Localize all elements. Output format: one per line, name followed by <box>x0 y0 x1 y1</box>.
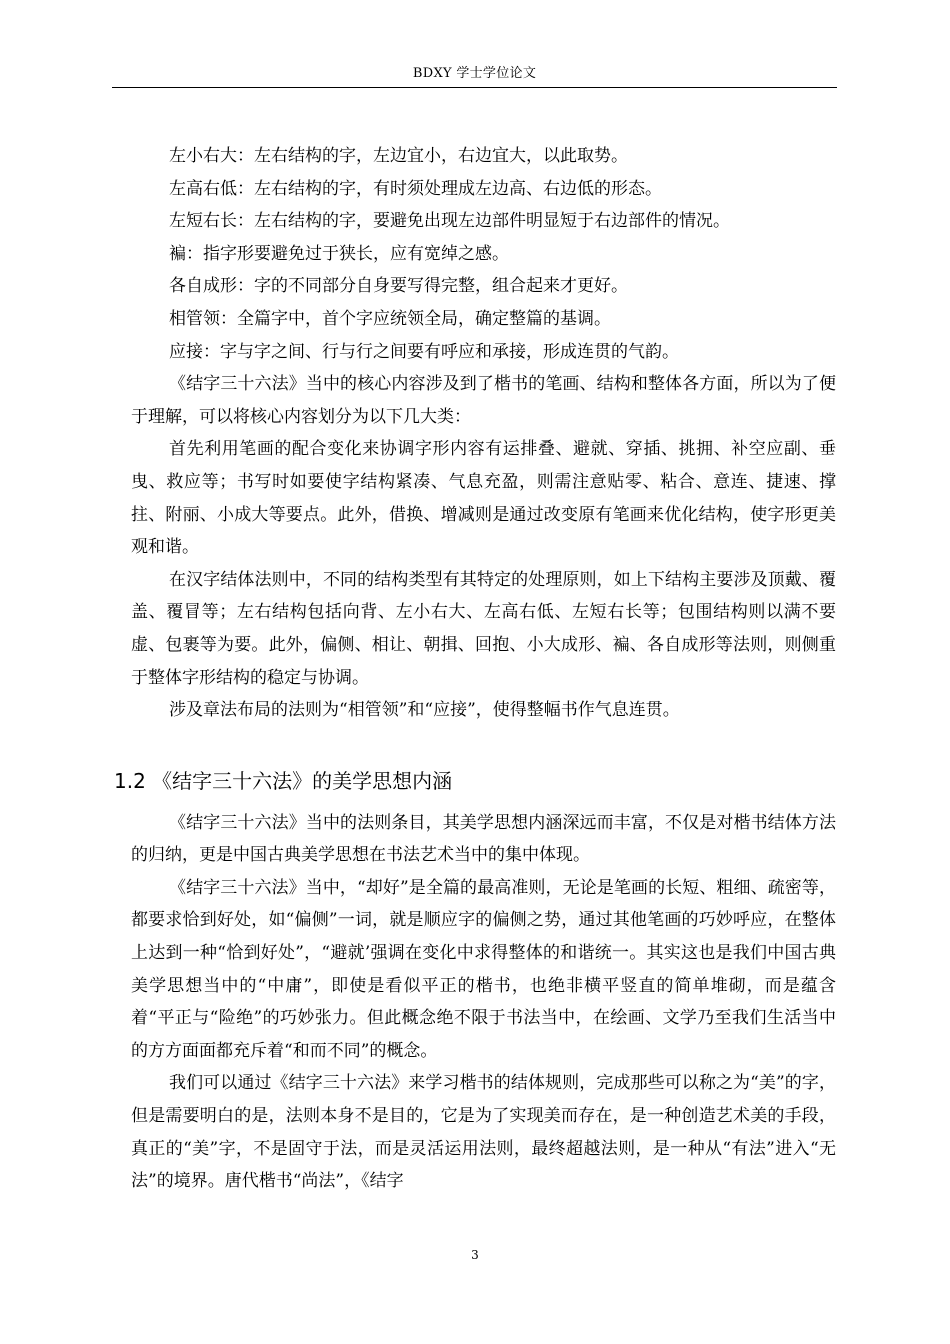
body-paragraph: 在汉字结体法则中，不同的结构类型有其特定的处理原则，如上下结构主要涉及顶戴、覆盖、覆冒等；左右结构包括向背、左小右大、左高右低、左短右长等；包围结构则以满不要虚、包裹等为要。此外，偏侧、相让、朝揖、回抱、小大成形、褊、各自成形等法则，则侧重于整体字形结构的稳定与协调。 <box>131 569 836 688</box>
body-paragraph: 《结字三十六法》当中的核心内容涉及到了楷书的笔画、结构和整体各方面，所以为了便于理解，可以将核心内容划分为以下几大类： <box>131 374 836 427</box>
definition-ge-zi-cheng-xing: 各自成形：字的不同部分自身要写得完整，组合起来才更好。 <box>169 276 628 297</box>
definition-bian: 褊：指字形要避免过于狭长，应有宽绰之感。 <box>169 243 509 264</box>
page-number: 3 <box>471 1248 479 1262</box>
body-paragraph: 涉及章法布局的法则为“相管领”和“应接”，使得整幅书作气息连贯。 <box>169 700 680 721</box>
page-body <box>114 140 836 1198</box>
running-header: BDXY 学士学位论文 <box>412 66 537 81</box>
definition-zuo-xiao-you-da: 左小右大：左右结构的字，左边宜小，右边宜大，以此取势。 <box>169 146 628 166</box>
header-rule <box>112 87 837 88</box>
section-heading: 1.2 《结字三十六法》的美学思想内涵 <box>114 768 453 793</box>
body-paragraph: 《结字三十六法》当中，“却好”是全篇的最高准则，无论是笔画的长短、粗细、疏密等，都要求恰到好处，如“偏侧”一词，就是顺应字的偏侧之势，通过其他笔画的巧妙呼应，在整体上达到一种“恰到好处”，“避就’强调在变化中求得整体的和谐统一。其实这也是我们中国古典美学思想当中的“中庸”，即使是看似平正的楷书，也绝非横平竖直的简单堆砌，而是蕴含着“平正与“险绝”的巧妙张力。但此概念绝不限于书法当中，在绘画、文学乃至我们生活当中的方方面面都充斥着“和而不同”的概念。 <box>131 877 836 1061</box>
body-paragraph: 首先利用笔画的配合变化来协调字形内容有运排叠、避就、穿插、挑拥、补空应副、垂曳、救应等；书写时如要使字结构紧凑、气息充盈，则需注意贴零、粘合、意连、捷速、撑拄、附丽、小成大等要点。此外，借换、增减则是通过改变原有笔画来优化结构，使字形更美观和谐。 <box>131 439 836 558</box>
definition-xiang-guan-ling: 相管领：全篇字中，首个字应统领全局，确定整篇的基调。 <box>169 308 611 329</box>
body-paragraph: 《结字三十六法》当中的法则条目，其美学思想内涵深远而丰富，不仅是对楷书结体方法的归纳，更是中国古典美学思想在书法艺术当中的集中体现。 <box>131 812 836 866</box>
body-paragraph: 我们可以通过《结字三十六法》来学习楷书的结体规则，完成那些可以称之为“美”的字，但是需要明白的是，法则本身不是目的，它是为了实现美而存在，是一种创造艺术美的手段，真正的“美”字，不是固守于法，而是灵活运用法则，最终超越法则，是一种从“有法”进入“无法”的境界。唐代楷书“尚法”，《结字 <box>131 1073 836 1192</box>
definition-ying-jie: 应接：字与字之间、行与行之间要有呼应和承接，形成连贯的气韵。 <box>169 341 679 362</box>
definition-zuo-gao-you-di: 左高右低：左右结构的字，有时须处理成左边高、右边低的形态。 <box>169 178 662 199</box>
definition-zuo-duan-you-chang: 左短右长：左右结构的字，要避免出现左边部件明显短于右边部件的情况。 <box>169 211 730 232</box>
